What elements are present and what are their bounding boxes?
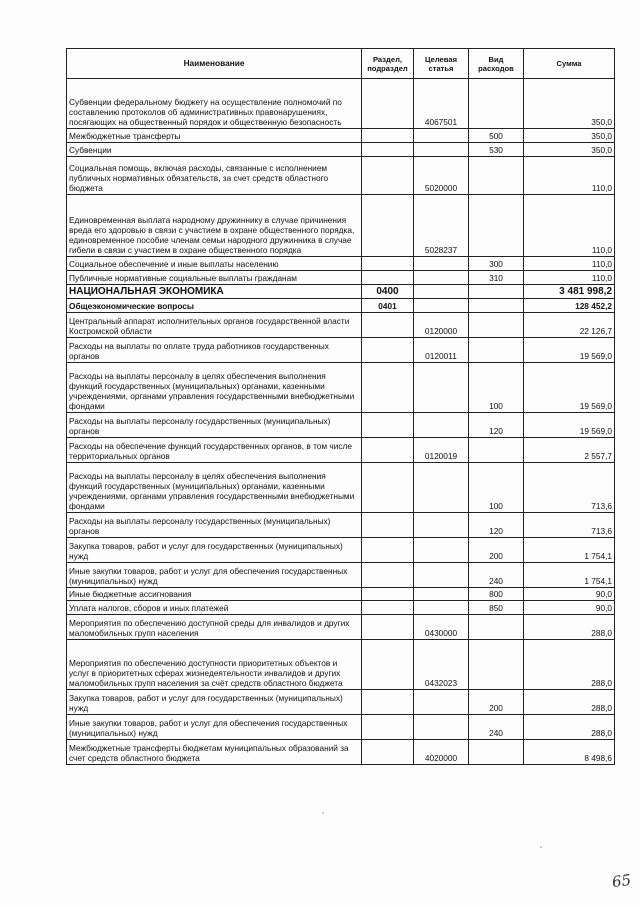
row-section — [362, 271, 414, 285]
page-number: 65 — [610, 870, 633, 892]
row-target: 0120000 — [414, 313, 469, 338]
scan-speck — [322, 812, 324, 814]
row-target: 0120019 — [414, 438, 469, 463]
header-kind: Вид расходов — [469, 49, 524, 79]
row-kind: 240 — [469, 715, 524, 740]
row-name: Субвенции — [67, 143, 362, 157]
row-target: 0430000 — [414, 615, 469, 640]
row-name: Расходы на выплаты персоналу в целях обеспечения выполнения функций государственных (муниципальных) органами, казенными учреждениями, органами управления государственными внебюджетными фондами — [67, 363, 362, 413]
row-section — [362, 338, 414, 363]
row-name: Межбюджетные трансферты бюджетам муниципальных образований за счет средств областного бюджета — [67, 740, 362, 765]
row-target — [414, 513, 469, 538]
table-row — [67, 413, 615, 438]
row-section — [362, 195, 414, 257]
table-row — [67, 299, 615, 313]
row-name: Мероприятия по обеспечению доступности приоритетных объектов и услуг в приоритетных сферах жизнедеятельности инвалидов и других маломобильных групп населения за счёт средств областного бюджета — [67, 640, 362, 690]
table-row — [67, 285, 615, 299]
table-row — [67, 538, 615, 563]
row-sum: 350,0 — [524, 129, 615, 143]
row-kind — [469, 313, 524, 338]
header-name: Наименование — [67, 49, 362, 79]
row-sum: 110,0 — [524, 157, 615, 195]
row-section — [362, 463, 414, 513]
row-section — [362, 563, 414, 588]
row-name: Общеэкономические вопросы — [67, 299, 362, 313]
table-row — [67, 195, 615, 257]
row-name: Уплата налогов, сборов и иных платежей — [67, 601, 362, 615]
row-section: 0400 — [362, 285, 414, 299]
row-sum: 713,6 — [524, 513, 615, 538]
row-section — [362, 690, 414, 715]
row-sum: 3 481 998,2 — [524, 285, 615, 299]
row-name: Расходы на выплаты персоналу государственных (муниципальных) органов — [67, 513, 362, 538]
row-name: Иные закупки товаров, работ и услуг для обеспечения государственных (муниципальных) нужд — [67, 715, 362, 740]
row-kind: 800 — [469, 588, 524, 601]
row-target — [414, 563, 469, 588]
row-target — [414, 257, 469, 271]
row-kind: 100 — [469, 363, 524, 413]
table-row — [67, 143, 615, 157]
header-sum: Сумма — [524, 49, 615, 79]
row-sum: 288,0 — [524, 690, 615, 715]
row-name: НАЦИОНАЛЬНАЯ ЭКОНОМИКА — [67, 285, 362, 299]
table-row — [67, 640, 615, 690]
row-kind: 200 — [469, 538, 524, 563]
row-sum: 713,6 — [524, 463, 615, 513]
row-sum: 128 452,2 — [524, 299, 615, 313]
row-name: Иные закупки товаров, работ и услуг для обеспечения государственных (муниципальных) нужд — [67, 563, 362, 588]
table-header-row — [67, 49, 615, 79]
row-sum: 288,0 — [524, 715, 615, 740]
row-sum: 1 754,1 — [524, 563, 615, 588]
row-target — [414, 143, 469, 157]
table-row — [67, 601, 615, 615]
row-section — [362, 413, 414, 438]
table-row — [67, 338, 615, 363]
table-row — [67, 271, 615, 285]
row-kind: 120 — [469, 413, 524, 438]
header-target: Целевая статья — [414, 49, 469, 79]
row-section — [362, 313, 414, 338]
row-kind — [469, 79, 524, 129]
table-row — [67, 690, 615, 715]
table-row — [67, 79, 615, 129]
row-section — [362, 438, 414, 463]
row-kind — [469, 195, 524, 257]
row-name: Закупка товаров, работ и услуг для государственных (муниципальных) нужд — [67, 690, 362, 715]
row-target — [414, 588, 469, 601]
row-kind — [469, 438, 524, 463]
table-row — [67, 715, 615, 740]
table-row — [67, 513, 615, 538]
row-target: 4067501 — [414, 79, 469, 129]
row-name: Публичные нормативные социальные выплаты гражданам — [67, 271, 362, 285]
row-kind: 310 — [469, 271, 524, 285]
row-kind: 500 — [469, 129, 524, 143]
row-section — [362, 640, 414, 690]
row-kind — [469, 615, 524, 640]
row-target: 4020000 — [414, 740, 469, 765]
row-section — [362, 157, 414, 195]
header-section: Раздел, подраздел — [362, 49, 414, 79]
row-target — [414, 715, 469, 740]
row-section — [362, 715, 414, 740]
row-sum: 1 754,1 — [524, 538, 615, 563]
row-section: 0401 — [362, 299, 414, 313]
row-sum: 19 569,0 — [524, 363, 615, 413]
row-sum: 288,0 — [524, 640, 615, 690]
row-target — [414, 271, 469, 285]
row-sum: 110,0 — [524, 195, 615, 257]
row-kind — [469, 338, 524, 363]
table-row — [67, 463, 615, 513]
row-section — [362, 588, 414, 601]
row-target — [414, 363, 469, 413]
row-kind: 300 — [469, 257, 524, 271]
row-kind: 100 — [469, 463, 524, 513]
row-target — [414, 285, 469, 299]
row-sum: 350,0 — [524, 79, 615, 129]
row-sum: 288,0 — [524, 615, 615, 640]
row-kind: 120 — [469, 513, 524, 538]
row-name: Межбюджетные трансферты — [67, 129, 362, 143]
row-section — [362, 601, 414, 615]
row-section — [362, 79, 414, 129]
row-sum: 8 498,6 — [524, 740, 615, 765]
table-row — [67, 563, 615, 588]
row-target — [414, 601, 469, 615]
row-target: 5020000 — [414, 157, 469, 195]
row-kind — [469, 640, 524, 690]
row-name: Расходы на обеспечение функций государственных органов, в том числе территориальных органов — [67, 438, 362, 463]
row-section — [362, 615, 414, 640]
row-target — [414, 463, 469, 513]
row-target: 0120011 — [414, 338, 469, 363]
row-kind — [469, 285, 524, 299]
row-kind: 200 — [469, 690, 524, 715]
row-sum: 2 557,7 — [524, 438, 615, 463]
row-section — [362, 129, 414, 143]
table-row — [67, 257, 615, 271]
row-section — [362, 513, 414, 538]
row-target — [414, 299, 469, 313]
table-body — [67, 79, 615, 765]
scan-speck — [540, 846, 542, 848]
row-sum: 90,0 — [524, 601, 615, 615]
row-sum: 90,0 — [524, 588, 615, 601]
row-target: 0432023 — [414, 640, 469, 690]
row-sum: 22 126,7 — [524, 313, 615, 338]
table-row — [67, 313, 615, 338]
row-kind: 530 — [469, 143, 524, 157]
table-row — [67, 588, 615, 601]
row-kind — [469, 299, 524, 313]
table-row — [67, 615, 615, 640]
row-name: Расходы на выплаты персоналу государственных (муниципальных) органов — [67, 413, 362, 438]
row-section — [362, 740, 414, 765]
row-target — [414, 413, 469, 438]
row-section — [362, 363, 414, 413]
row-section — [362, 538, 414, 563]
table-row — [67, 129, 615, 143]
row-target — [414, 538, 469, 563]
row-name: Мероприятия по обеспечению доступной среды для инвалидов и других маломобильных групп населения — [67, 615, 362, 640]
table-row — [67, 740, 615, 765]
row-name: Социальная помощь, включая расходы, связанные с исполнением публичных нормативных обязательств, за счет средств областного бюджета — [67, 157, 362, 195]
row-kind — [469, 157, 524, 195]
row-name: Центральный аппарат исполнительных органов государственной власти Костромской области — [67, 313, 362, 338]
row-kind: 240 — [469, 563, 524, 588]
row-target: 5028237 — [414, 195, 469, 257]
row-sum: 19 569,0 — [524, 338, 615, 363]
table-row — [67, 438, 615, 463]
row-name: Единовременная выплата народному дружиннику в случае причинения вреда его здоровью в связи с участием в охране общественного порядка, единовременное пособие членам семьи народного дружинника в случае гибели в связи с участием в охране общественного порядка — [67, 195, 362, 257]
row-sum: 110,0 — [524, 271, 615, 285]
row-sum: 350,0 — [524, 143, 615, 157]
row-name: Закупка товаров, работ и услуг для государственных (муниципальных) нужд — [67, 538, 362, 563]
row-name: Субвенции федеральному бюджету на осуществление полномочий по составлению протоколов об административных правонарушениях, посягающих на общественный порядок и общественную безопасность — [67, 79, 362, 129]
row-section — [362, 257, 414, 271]
row-sum: 19 569,0 — [524, 413, 615, 438]
row-name: Иные бюджетные ассигнования — [67, 588, 362, 601]
budget-table — [66, 48, 615, 765]
row-target — [414, 129, 469, 143]
table-row — [67, 363, 615, 413]
row-name: Социальное обеспечение и иные выплаты населению — [67, 257, 362, 271]
row-kind — [469, 740, 524, 765]
row-name: Расходы на выплаты персоналу в целях обеспечения выполнения функций государственных (муниципальных) органами, казенными учреждениями, органами управления государственными внебюджетными фондами — [67, 463, 362, 513]
row-section — [362, 143, 414, 157]
table-row — [67, 157, 615, 195]
row-kind: 850 — [469, 601, 524, 615]
row-name: Расходы на выплаты по оплате труда работников государственных органов — [67, 338, 362, 363]
row-sum: 110,0 — [524, 257, 615, 271]
row-target — [414, 690, 469, 715]
